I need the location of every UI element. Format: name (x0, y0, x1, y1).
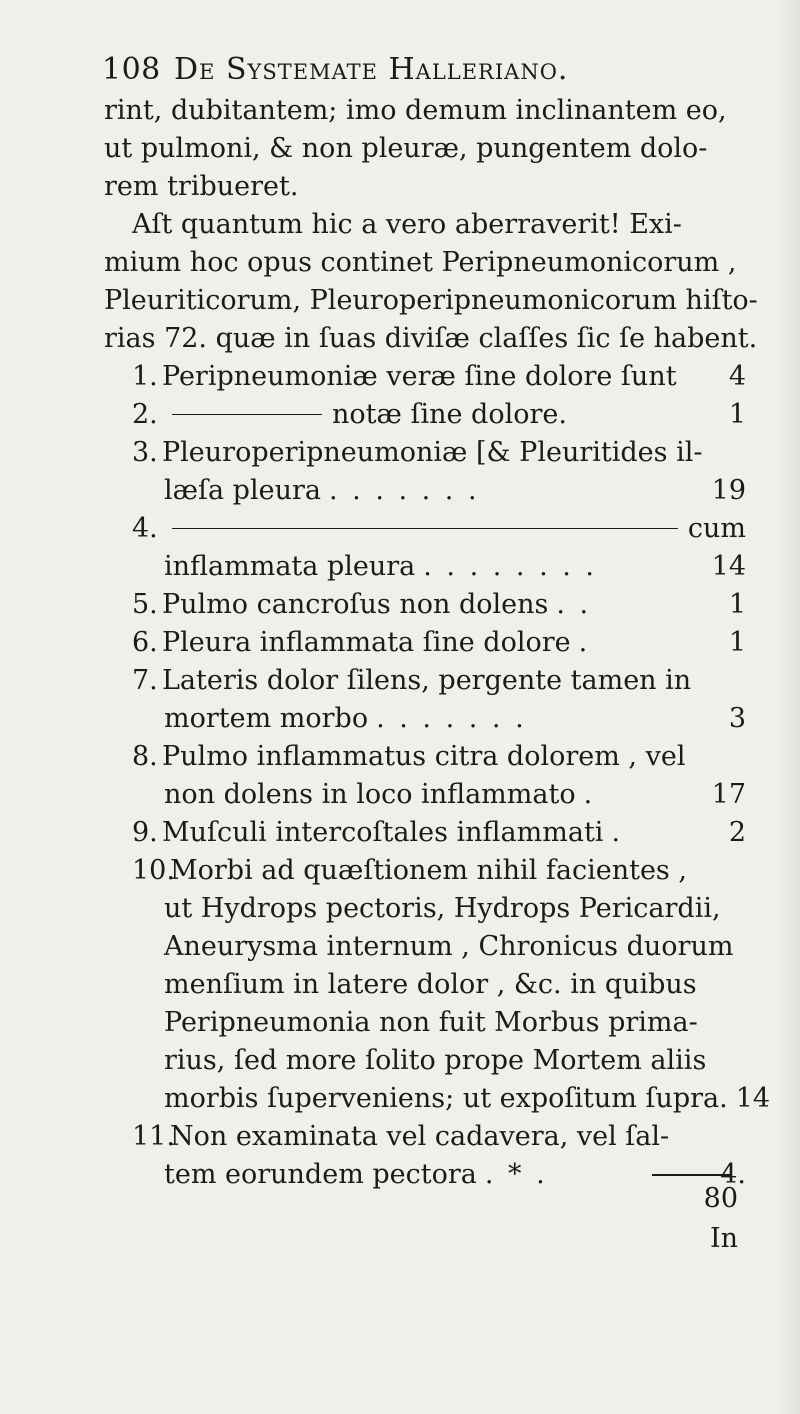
list-item-continuation: rius, ſed more ſolito prope Mortem aliis (164, 1045, 707, 1076)
page-number: 108 (102, 52, 161, 87)
catchword: In (709, 1223, 738, 1254)
item-leader: . . (556, 589, 592, 620)
item-leader: . * . (484, 1159, 548, 1190)
item-number: 5. (132, 589, 158, 620)
list-item (104, 586, 764, 624)
list-item-continuation: Peripneumonia non fuit Morbus prima- (164, 1007, 698, 1038)
text-line: rem tribueret. (104, 171, 299, 202)
item-count: 4 (728, 361, 746, 392)
item-text: notæ ſine dolore. (332, 399, 567, 430)
item-number: 3. (132, 437, 158, 468)
item-count: 19 (711, 475, 746, 506)
list-item (104, 662, 764, 700)
text-line: rias 72. quæ in ſuas diviſæ claſſes ſic ſe habent. (104, 323, 758, 354)
item-leader: . (583, 779, 596, 810)
list-item-continuation (104, 1080, 771, 1118)
item-number: 4. (132, 513, 158, 544)
item-text: morbis ſuperveniens; ut expoſitum ſupra. (164, 1083, 728, 1114)
item-leader: . . . . . . . (376, 703, 527, 734)
item-text: Non examinata vel cadavera, vel ſal- (170, 1121, 670, 1152)
item-count: 17 (711, 779, 746, 810)
item-text: inflammata pleura (164, 551, 416, 582)
list-item-continuation: Aneurysma internum , Chronicus duorum (164, 931, 734, 962)
item-count: 1 (728, 399, 746, 430)
item-count: 14 (735, 1083, 771, 1114)
item-text: tem eorundem pectora (164, 1159, 477, 1190)
item-text: Pleuroperipneumoniæ [& Pleuritides il- (162, 437, 703, 468)
ditto-rule (172, 528, 678, 529)
item-leader: . . . . . . . (328, 475, 480, 506)
text-line: ut pulmoni, & non pleuræ, pungentem dolo- (104, 133, 708, 164)
text-line: Aſt quantum hic a vero aberraverit! Exi- (132, 209, 682, 240)
item-count: 2 (728, 817, 746, 848)
item-count: 4. (720, 1159, 746, 1190)
item-number: 7. (132, 665, 158, 696)
item-number: 9. (132, 817, 158, 848)
item-text: Pulmo inflammatus citra dolorem , vel (162, 741, 686, 772)
list-item-continuation: ut Hydrops pectoris, Hydrops Pericardii, (164, 893, 721, 924)
item-text: Peripneumoniæ veræ ſine dolore ſunt (162, 361, 677, 392)
total-rule (652, 1174, 730, 1176)
list-item (104, 1118, 764, 1156)
ditto-rule (172, 414, 322, 415)
list-item-continuation: menſium in latere dolor , &c. in quibus (164, 969, 697, 1000)
list-item (104, 396, 764, 434)
list-item (104, 738, 764, 776)
item-number: 2. (132, 399, 158, 430)
item-number: 6. (132, 627, 158, 658)
list-item-continuation (104, 700, 764, 738)
item-number: 1. (132, 361, 158, 392)
list-item (104, 624, 764, 662)
item-text: Muſculi intercoſtales inflammati (162, 817, 604, 848)
gutter-shadow (778, 0, 800, 1414)
item-text: Pulmo cancroſus non dolens (162, 589, 549, 620)
item-number: 8. (132, 741, 158, 772)
item-text: mortem morbo (164, 703, 369, 734)
total-count: 80 (703, 1183, 738, 1214)
running-head (102, 48, 742, 92)
item-text: Pleura inflammata ſine dolore (162, 627, 571, 658)
item-count: 1 (728, 627, 746, 658)
list-item (104, 814, 764, 852)
item-text: Lateris dolor ſilens, pergente tamen in (162, 665, 692, 696)
item-count: 1 (728, 589, 746, 620)
list-item (104, 358, 764, 396)
list-item (104, 510, 764, 548)
item-text: Morbi ad quæſtionem nihil facientes , (170, 855, 687, 886)
body-text (104, 92, 771, 1194)
item-count: 3 (728, 703, 746, 734)
item-number: 11. (132, 1121, 175, 1152)
item-count: 14 (711, 551, 746, 582)
text-line: mium hoc opus continet Peripneumonicorum , (104, 247, 737, 278)
item-number: 10. (132, 855, 175, 886)
list-item (104, 852, 764, 890)
list-item (104, 434, 764, 472)
item-text: læſa pleura (164, 475, 321, 506)
text-line: Pleuriticorum, Pleuroperipneumonicorum hiſto- (104, 285, 758, 316)
text-line: rint, dubitantem; imo demum inclinantem eo, (104, 95, 727, 126)
item-text: cum (687, 513, 746, 544)
list-item-continuation (104, 776, 764, 814)
item-leader: . (578, 627, 591, 658)
running-title: De Systemate Halleriano. (174, 52, 569, 87)
list-item-continuation (104, 472, 764, 510)
list-item-continuation (104, 548, 764, 586)
item-leader: . . . . . . . . (423, 551, 598, 582)
item-text: non dolens in loco inflammato (164, 779, 576, 810)
item-leader: . (611, 817, 624, 848)
